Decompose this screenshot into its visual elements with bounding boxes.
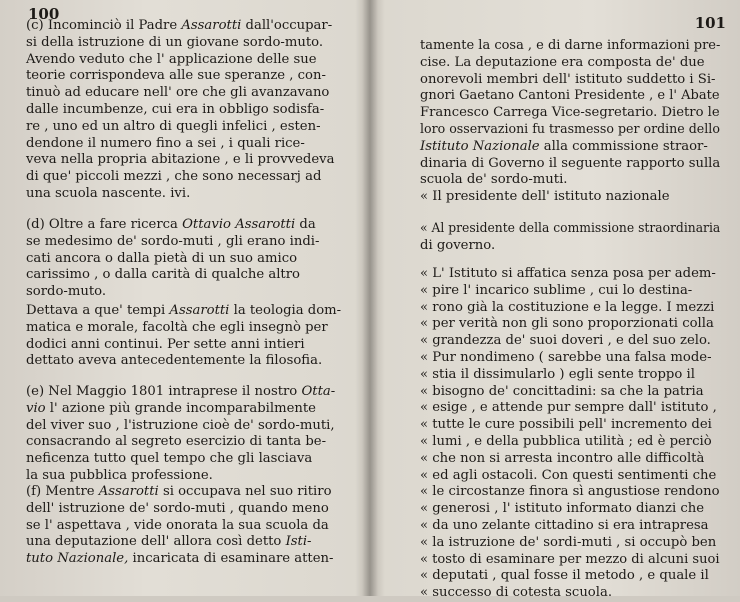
text-line: « L' Istituto si affatica senza posa per adem- <box>420 266 716 281</box>
text-line: (e) Nel Maggio 1801 intraprese il nostro Otta- <box>26 384 336 399</box>
text-line: dettato aveva antecedentemente la filosofia. <box>26 353 323 369</box>
text-line: « tosto di esaminare per mezzo di alcuni suoi <box>420 551 720 567</box>
text-line: neficenza tutto quel tempo che gli lasciava <box>26 451 313 467</box>
text-line: « Il presidente dell' istituto nazionale <box>420 189 670 204</box>
text-line: gnori Gaetano Cantoni Presidente , e l' Abate <box>420 88 720 104</box>
page-number-left: 100 <box>28 5 60 23</box>
text-line: (f) Mentre Assarotti si occupava nel suo ritiro <box>26 484 332 499</box>
text-line: sordo-muto. <box>26 284 107 300</box>
text-line: carissimo , o dalla carità di qualche altro <box>26 267 300 283</box>
right-note-3 <box>420 221 720 255</box>
right-page <box>370 0 740 601</box>
text-line: dell' istruzione de' sordo-muti , quando meno <box>26 500 329 516</box>
text-line: onorevoli membri dell' istituto suddetto i Si- <box>420 71 716 87</box>
text-line: se l' aspettava , vide onorata la sua scuola da <box>26 517 329 533</box>
text-line: « la istruzione de' sordi-muti , si occupò ben <box>420 534 717 550</box>
text-line: « esige , e attende pur sempre dall' istituto , <box>420 400 717 416</box>
text-line: teorie corrispondeva alle sue speranze , con- <box>26 68 326 84</box>
text-line: loro osservazioni fu trasmesso per ordine dello <box>420 121 720 137</box>
text-line: si della istruzione di un giovane sordo-muto. <box>26 34 324 50</box>
left-note-3 <box>26 303 344 370</box>
text-line: veva nella propria abitazione , e li provvedeva <box>26 152 335 168</box>
text-line: « ed agli ostacoli. Con questi sentimenti che <box>420 467 717 483</box>
text-line: matica e morale, facoltà che egli insegnò per <box>26 319 328 335</box>
right-note-1 <box>420 38 720 189</box>
text-line: Istituto Nazionale alla commissione straor- <box>420 138 708 154</box>
text-line: Dettava a que' tempi Assarotti la teologia dom- <box>26 303 342 318</box>
text-line: « bisogno de' concittadini: sa che la patria <box>420 383 704 399</box>
text-line: « che non si arresta incontro alle difficoltà <box>420 450 705 466</box>
text-line: dalle incumbenze, cui era in obbligo sodisfa- <box>26 101 325 117</box>
text-line: una scuola nascente. ivi. <box>26 185 191 201</box>
text-line: Francesco Carrega Vice-segretario. Dietro le <box>420 105 720 121</box>
text-line: (c) Incominciò il Padre Assarotti dall'occupar- <box>26 18 333 33</box>
text-line: « pire l' incarico sublime , cui lo destina- <box>420 282 693 298</box>
left-note-5 <box>26 484 344 568</box>
text-line: dinaria di Governo il seguente rapporto sulla <box>420 155 721 171</box>
text-line: la sua pubblica professione. <box>26 467 213 483</box>
text-line: « stia il dissimularlo ) egli sente troppo il <box>420 366 695 382</box>
left-note-2 <box>26 217 344 301</box>
text-line: una deputazione dell' allora così detto Isti- <box>26 534 312 550</box>
text-line: « Pur nondimeno ( sarebbe una falsa mode- <box>420 349 712 365</box>
text-line: « da uno zelante cittadino si era intrapresa <box>420 517 709 533</box>
text-line: scuola de' sordo-muti. <box>420 172 568 188</box>
text-line: dodici anni continui. Per sette anni intieri <box>26 336 305 352</box>
right-note-2 <box>420 189 720 206</box>
left-note-1 <box>26 18 344 203</box>
text-line: di que' piccoli mezzi , che sono necessarj ad <box>26 169 322 185</box>
text-line: dendone il numero fino a sei , i quali rice- <box>26 135 305 151</box>
text-line: vio l' azione più grande incomparabilmente <box>26 400 316 416</box>
text-line: del viver suo , l'istruzione cioè de' sordo-muti, <box>26 417 335 433</box>
text-line: « rono già la costituzione e la legge. I mezzi <box>420 299 715 315</box>
text-line: re , uno ed un altro di quegli infelici , esten- <box>26 118 321 134</box>
text-line: cise. La deputazione era composta de' due <box>420 54 705 70</box>
text-line: (d) Oltre a fare ricerca Ottavio Assarotti da <box>26 217 316 232</box>
text-line: consacrando al segreto esercizio di tanta be- <box>26 434 327 450</box>
page-number-right: 101 <box>694 14 726 32</box>
text-line: tuto Nazionale, incaricata di esaminare atten- <box>26 551 334 567</box>
text-line: « successo di cotesta scuola. <box>420 585 613 601</box>
text-line: « le circostanze finora sì angustiose rendono <box>420 484 720 500</box>
text-line: se medesimo de' sordo-muti , gli erano indi- <box>26 233 320 249</box>
text-line: « Al presidente della commissione straordinaria <box>420 221 721 236</box>
text-line: « tutte le cure possibili pell' incremento dei <box>420 417 712 433</box>
text-line: cati ancora o dalla pietà di un suo amico <box>26 250 298 266</box>
text-line: tamente la cosa , e di darne informazioni pre- <box>420 38 721 53</box>
left-page <box>0 0 370 596</box>
text-line: tinuò ad educare nell' ore che gli avanzavano <box>26 85 330 101</box>
text-line: « deputati , qual fosse il metodo , e quale il <box>420 568 709 584</box>
right-note-4 <box>420 266 720 602</box>
text-line: « lumi , e della pubblica utilità ; ed è perciò <box>420 433 712 449</box>
left-note-4 <box>26 384 344 485</box>
text-line: Avendo veduto che l' applicazione delle sue <box>26 51 317 67</box>
text-line: di governo. <box>420 237 496 253</box>
text-line: « generosi , l' istituto informato dianzi che <box>420 501 705 517</box>
text-line: « per verità non gli sono proporzionati colla <box>420 316 714 332</box>
text-line: « grandezza de' suoi doveri , e del suo zelo. <box>420 333 711 349</box>
